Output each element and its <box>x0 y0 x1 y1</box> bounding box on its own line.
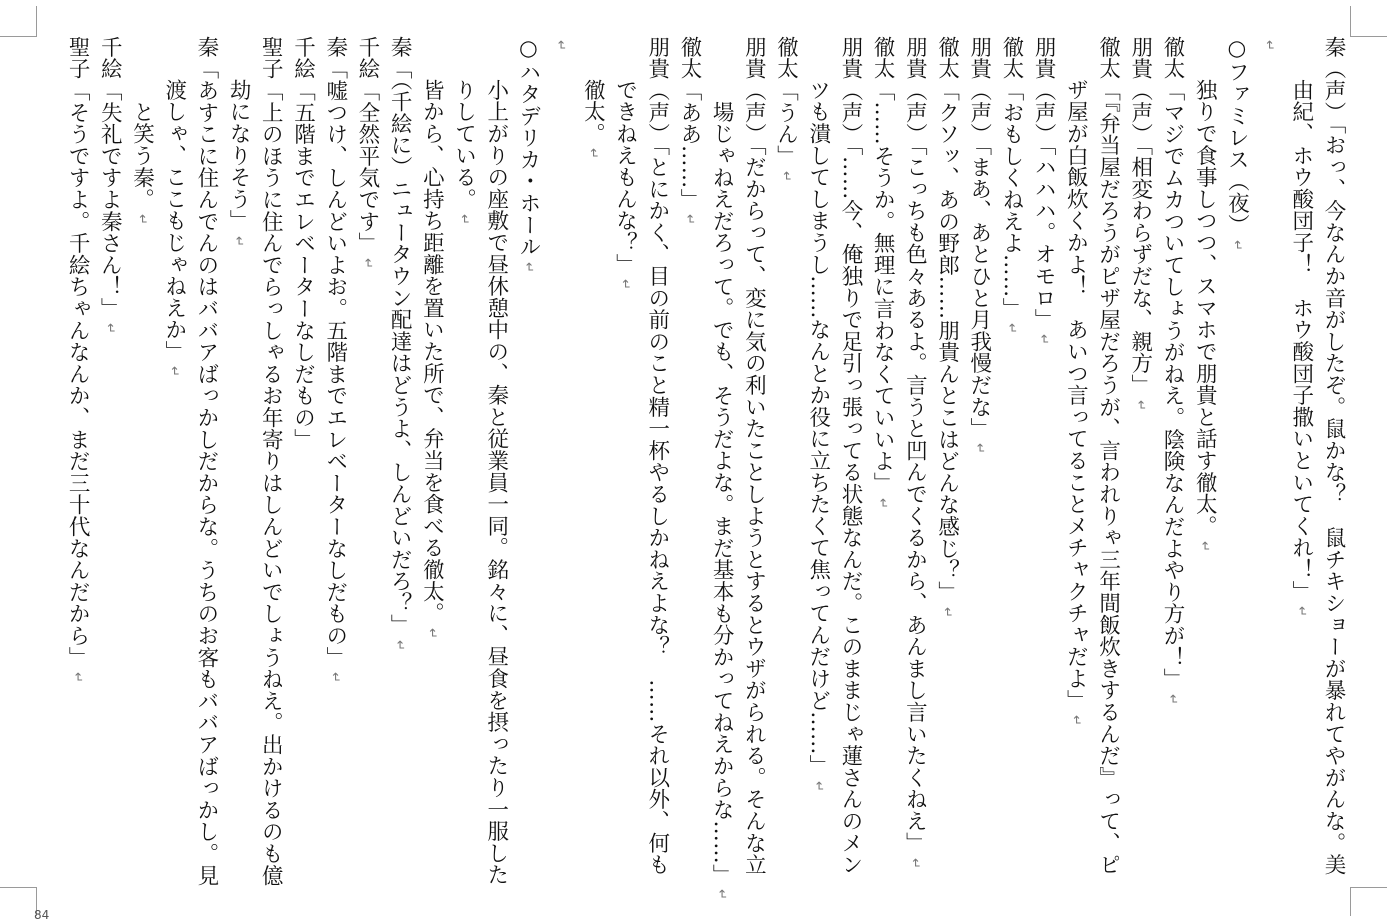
crop-mark-bottom-right <box>1350 887 1387 916</box>
script-line-text: 皆から、心持ち距離を置いた所で、弁当を食べる徹太。 <box>419 79 445 624</box>
script-line-text: 朋貴（声）「こっちも色々あるよ。言うと凹んでくるから、あんまし言いたくねえ」 <box>902 36 928 854</box>
script-line <box>866 36 898 896</box>
script-line-text: 秦「（千絵に）ニュータウン配達はどうよ、しんどいだろ？」 <box>387 36 413 636</box>
script-line-text: 徹太「おもしくねえよ……」 <box>998 36 1024 320</box>
script-line <box>351 36 383 896</box>
script-line <box>737 36 769 896</box>
return-mark-icon: ↵ <box>359 258 375 270</box>
return-mark-icon: ↵ <box>456 213 472 226</box>
script-line-text: 秦（声）「おっ、今なんか音がしたぞ。鼠かな？ 鼠チキショーが暴れてやがんな。美 <box>1321 36 1346 876</box>
script-line-text: りしている。 <box>451 79 477 210</box>
script-line-text: ザ屋が白飯炊くかよ！ あいつ言ってることメチャクチャだよ」 <box>1063 79 1089 712</box>
script-line <box>995 36 1027 896</box>
script-line-text: 劫になりそう」 <box>226 79 252 232</box>
script-line <box>61 36 93 896</box>
script-line-text: 徹太「『弁当屋だろうがピザ屋だろうが、言われりゃ三年間飯炊きするんだ』って、ピ <box>1095 36 1121 876</box>
page-number: 84 <box>34 908 50 922</box>
return-mark-icon: ↵ <box>392 639 408 651</box>
script-line <box>1091 36 1123 896</box>
return-mark-icon: ↵ <box>939 606 955 619</box>
script-line <box>1188 36 1220 896</box>
script-line-text: 千絵「失礼ですよ秦さん！」 <box>97 36 123 320</box>
script-page-text <box>29 36 1349 901</box>
script-line <box>383 36 415 896</box>
script-line-text: 徹太「クソッ、あの野郎……朋貴んとこはどんな感じ？」 <box>934 36 960 603</box>
return-mark-icon: ↵ <box>1229 239 1245 251</box>
script-line <box>802 36 834 896</box>
script-line-text: 朋貴（声）「ハハハ。オモロ」 <box>1031 36 1057 331</box>
return-mark-icon: ↵ <box>424 628 440 640</box>
script-line <box>1027 36 1059 896</box>
script-line <box>190 36 222 896</box>
script-line <box>576 36 608 896</box>
script-line <box>1285 36 1317 896</box>
return-mark-icon: ↵ <box>1132 399 1148 412</box>
script-line-text: ツも潰してしまうし……なんとか役に立ちたくて焦ってんだけど……」 <box>805 79 831 777</box>
return-mark-icon: ↵ <box>102 323 118 335</box>
script-line-text: 由紀、ホウ酸団子！ ホウ酸団子撒いといてくれ！」 <box>1288 79 1314 603</box>
return-mark-icon: ↵ <box>810 780 826 792</box>
script-line-text: 徹太「……そうか。無理に言わなくていいよ」 <box>870 36 896 494</box>
script-line-text: 聖子「そうですよ。千絵ちゃんなんか、まだ三十代なんだから」 <box>65 36 91 669</box>
return-mark-icon: ↵ <box>1293 606 1309 618</box>
return-mark-icon: ↵ <box>971 443 987 455</box>
return-mark-icon: ↵ <box>134 213 150 225</box>
crop-mark-top-right <box>1350 6 1387 37</box>
script-line-text: ○ファミレス（夜） <box>1224 36 1250 236</box>
script-line <box>1156 36 1188 896</box>
script-line <box>673 36 705 896</box>
script-line-text: 朋貴（声）「相変わらずだな、親方」 <box>1127 36 1153 396</box>
return-mark-icon: ↵ <box>553 40 569 52</box>
return-mark-icon: ↵ <box>585 148 601 160</box>
script-line <box>930 36 962 896</box>
script-line-text: 聖子「上のほうに住んでらっしゃるお年寄りはしんどいでしょうねえ。出かけるのも億 <box>258 36 284 887</box>
script-line <box>641 36 673 896</box>
script-line-text: 千絵「全然平気です」 <box>354 36 380 254</box>
script-line <box>157 36 189 896</box>
return-mark-icon: ↵ <box>1003 323 1019 335</box>
script-line <box>705 36 737 901</box>
return-mark-icon: ↵ <box>1164 694 1180 706</box>
return-mark-icon: ↵ <box>327 672 343 684</box>
return-mark-icon: ↵ <box>681 214 697 226</box>
return-mark-icon: ↵ <box>907 857 923 869</box>
script-line <box>93 36 125 896</box>
script-line <box>898 36 930 896</box>
script-line <box>544 36 576 896</box>
crop-mark-top-left <box>0 6 37 37</box>
script-line-text: 秦「嘘つけ、しんどいよお。五階までエレベーターなしだもの」 <box>322 36 348 669</box>
script-line-text: ○ハタデリカ・ホール <box>515 36 541 258</box>
return-mark-icon: ↵ <box>875 497 891 510</box>
script-line <box>608 36 640 896</box>
script-line-text: 千絵「五階までエレベーターなしだもの」 <box>290 36 316 451</box>
script-line <box>1124 36 1156 896</box>
return-mark-icon: ↵ <box>1036 334 1052 346</box>
script-line <box>286 36 318 896</box>
script-line-text: 朋貴（声）「だからって、変に気の利いたことしようとするとウザがられる。そんな立 <box>741 36 767 876</box>
script-line <box>834 36 866 896</box>
script-line <box>125 36 157 896</box>
script-line-text: 徹太「うん」 <box>773 36 799 167</box>
script-line <box>480 36 512 896</box>
script-line-text: 場じゃねえだろって。でも、そうだよな。まだ基本も分かってねえからな……」 <box>709 100 735 886</box>
script-line-text: 小上がりの座敷で昼休憩中の、秦と従業員一同。銘々に、昼食を摂ったり一服した <box>483 79 509 886</box>
script-line <box>254 36 286 896</box>
return-mark-icon: ↵ <box>778 170 794 183</box>
return-mark-icon: ↵ <box>1197 540 1213 553</box>
script-line-text: 朋貴（声）「まあ、あとひと月我慢だな」 <box>966 36 992 440</box>
script-line-text: 独りで食事しつつ、スマホで朋貴と話す徹太。 <box>1192 79 1218 537</box>
script-line-text: 秦「あすこに住んでんのはババアばっかしだからな。うちのお客もババアばっかし。見 <box>193 36 219 887</box>
script-line-text: 朋貴（声）「……今、俺独りで足引っ張ってる状態なんだ。このままじゃ蓮さんのメン <box>837 36 863 876</box>
script-line-text: 徹太「ああ……」 <box>676 36 702 211</box>
return-mark-icon: ↵ <box>714 889 730 901</box>
return-mark-icon: ↵ <box>1068 715 1084 727</box>
return-mark-icon: ↵ <box>166 366 182 378</box>
script-line <box>1059 36 1091 896</box>
script-line <box>1252 36 1284 896</box>
script-line <box>1220 36 1252 896</box>
script-line <box>415 36 447 896</box>
script-line-text: 徹太。 <box>580 79 606 145</box>
script-line <box>447 36 479 896</box>
script-line-text: できねえもんな？」 <box>612 79 638 276</box>
return-mark-icon: ↵ <box>617 279 633 291</box>
return-mark-icon: ↵ <box>231 235 247 247</box>
return-mark-icon: ↵ <box>520 261 536 273</box>
script-line <box>222 36 254 896</box>
script-line <box>963 36 995 896</box>
script-line <box>1317 36 1349 896</box>
script-line-text: 徹太「マジでムカついてしょうがねえ。陰険なんだよやり方が！」 <box>1159 36 1185 690</box>
script-line-text: と笑う秦。 <box>129 100 155 210</box>
return-mark-icon: ↵ <box>1261 40 1277 52</box>
script-line-text: 渡しゃ、ここもじゃねえか」 <box>161 79 187 363</box>
script-line <box>769 36 801 896</box>
script-line <box>512 36 544 896</box>
script-line-text: 朋貴（声）「とにかく、目の前のこと精一杯やるしかねえよな？ ……それ以外、何も <box>644 36 670 876</box>
script-line <box>319 36 351 896</box>
return-mark-icon: ↵ <box>70 672 86 684</box>
